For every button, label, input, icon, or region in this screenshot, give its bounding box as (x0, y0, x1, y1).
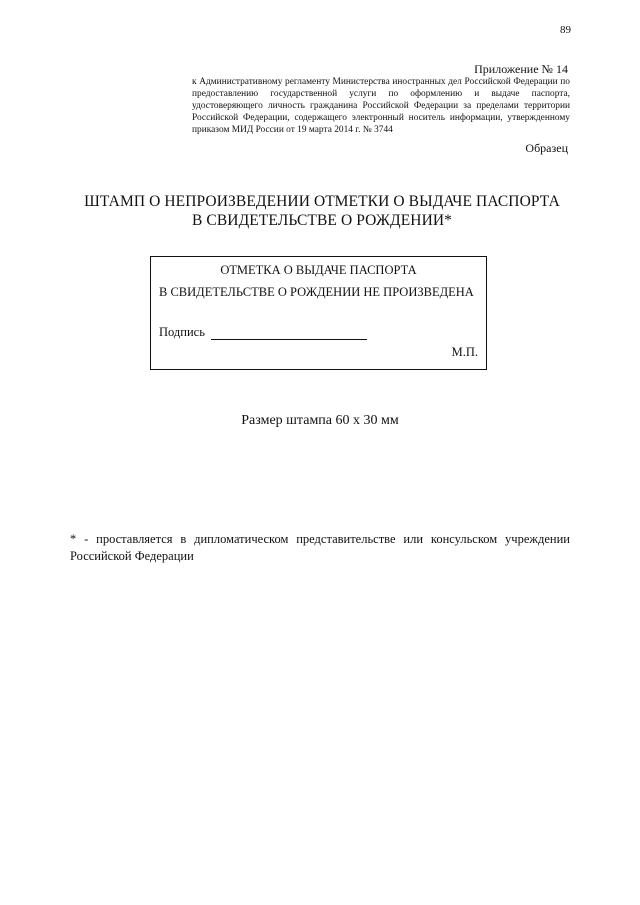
appendix-reference: к Административному регламенту Министерства иностранных дел Российской Федерации по предоставлению государственной услуги по оформлению и выдаче паспорта, удостоверяющего личность гражданина Российской Федерации за пределами территории Российской Федерации, содержащего электронный носитель информации, утвержденному приказом МИД России от 19 марта 2014 г. № 3744 (192, 77, 570, 135)
title-line-2: В СВИДЕТЕЛЬСТВЕ О РОЖДЕНИИ* (191, 212, 453, 229)
seal-label: М.П. (451, 345, 478, 359)
stamp-box (150, 256, 487, 370)
page-number: 89 (560, 24, 571, 36)
signature-label: Подпись (159, 325, 205, 339)
appendix-number: Приложение № 14 (474, 62, 568, 76)
title-line-1: ШТАМП О НЕПРОИЗВЕДЕНИИ ОТМЕТКИ О ВЫДАЧЕ ПАСПОРТА (84, 193, 560, 210)
stamp-line-1: ОТМЕТКА О ВЫДАЧЕ ПАСПОРТА (220, 263, 417, 277)
stamp-line-2: В СВИДЕТЕЛЬСТВЕ О РОЖДЕНИИ НЕ ПРОИЗВЕДЕНА (159, 285, 474, 299)
document-title (60, 192, 584, 230)
signature-line (211, 339, 367, 340)
footnote: * - проставляется в дипломатическом представительстве или консульском учреждении Российской Федерации (70, 532, 570, 563)
sample-label: Образец (525, 141, 568, 155)
stamp-size-note: Размер штампа 60 х 30 мм (241, 413, 399, 428)
